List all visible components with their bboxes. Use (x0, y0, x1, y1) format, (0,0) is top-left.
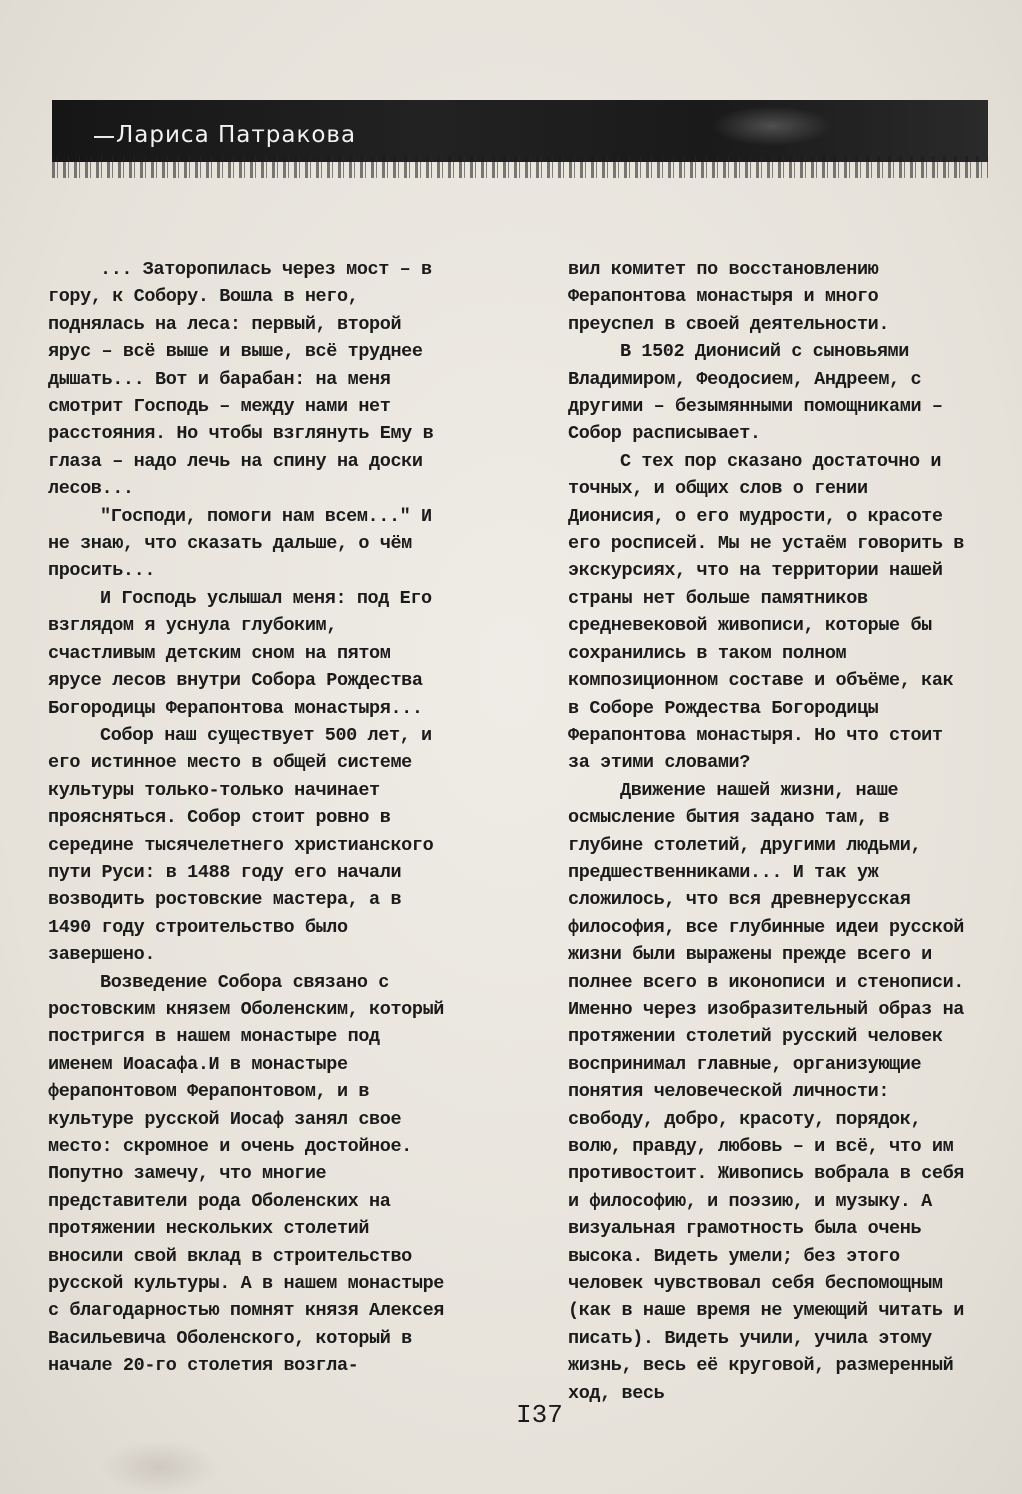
paragraph: "Господи, помоги нам всем..." И не знаю, что сказать дальше, о чём просить... (48, 505, 432, 582)
paragraph: И Господь услышал меня: под Его взглядом я уснула глубоким, счастливым детским сном на пятом ярусе лесов внутри Собора Рождества Богородицы Ферапонтова монастыря... (48, 587, 432, 719)
paragraph: Возведение Собора связано с ростовским князем Оболенским, который постригся в нашем монастыре под именем Иоасафа.И в монастыре ферапонтовом Ферапонтовом, и в культуре русской Иосаф занял свое место: скромное и очень достойное. Попутно замечу, что многие представители рода Оболенских на протяжении нескольких столетий вносили свой вклад в строительство русской культуры. А в нашем монастыре с благодарностью помнят князя Алексея Васильевича Оболенского, который в начале 20-го столетия возгла- (48, 971, 444, 1377)
paragraph: В 1502 Дионисий с сыновьями Владимиром, Феодосием, Андреем, с другими – безымянными помощниками – Собор расписывает. (568, 341, 943, 445)
author-dash (94, 136, 114, 138)
header-ragged-edge (52, 156, 988, 178)
left-column (48, 256, 448, 1380)
paragraph: Собор наш существует 500 лет, и его истинное место в общей системе культуры только-только начинает проясняться. Собор стоит ровно в середине тысячелетнего христианского пути Руси: в 1488 году его начали возводить ростовские мастера, а в 1490 году строительство было завершено. (48, 724, 434, 966)
paper-smudge (100, 1440, 220, 1494)
page-number: I37 (516, 1400, 563, 1430)
paragraph: С тех пор сказано достаточно и точных, и общих слов о гении Дионисия, о его мудрости, о красоте его росписей. Мы не устаём говорить в экскурсиях, что на территории нашей страны нет больше памятников средневековой живописи, которые бы сохранились в таком полном композиционном составе и объёме, как в Соборе Рождества Богородицы Ферапонтова монастыря. Но что стоит за этими словами? (568, 450, 964, 774)
paragraph: вил комитет по восстановлению Ферапонтова монастыря и много преуспел в своей деятельности. (568, 259, 890, 335)
paragraph: ... Заторопилась через мост – в гору, к Собору. Вошла в него, поднялась на леса: первый, второй ярус – всё выше и выше, всё труднее дышать... Вот и барабан: на меня смотрит Господь – между нами нет расстояния. Но чтобы взглянуть Ему в глаза – надо лечь на спину на доски лесов... (48, 259, 434, 500)
paragraph: Движение нашей жизни, наше осмысление бытия задано там, в глубине столетий, другими людьми, предшественниками... И так уж сложилось, что вся древнерусская философия, все глубинные идеи русской жизни были выражены прежде всего и полнее всего в иконописи и стенописи. Именно через изобразительный образ на протяжении столетий русский человек воспринимал главные, организующие понятия человеческой личности: свободу, добро, красоту, порядок, волю, правду, любовь – и всё, что им противостоит. Живопись вобрала в себя и философию, и поэзию, и музыку. А визуальная грамотность была очень высока. Видеть умели; без этого человек чувствовал себя беспомощным (как в наше время не умеющий читать и писать). Видеть учили, учила этому жизнь, весь её круговой, размеренный ход, весь (568, 779, 964, 1404)
author-name: Лариса Патракова (116, 122, 357, 148)
header-glow (712, 106, 832, 146)
right-column (568, 256, 973, 1407)
